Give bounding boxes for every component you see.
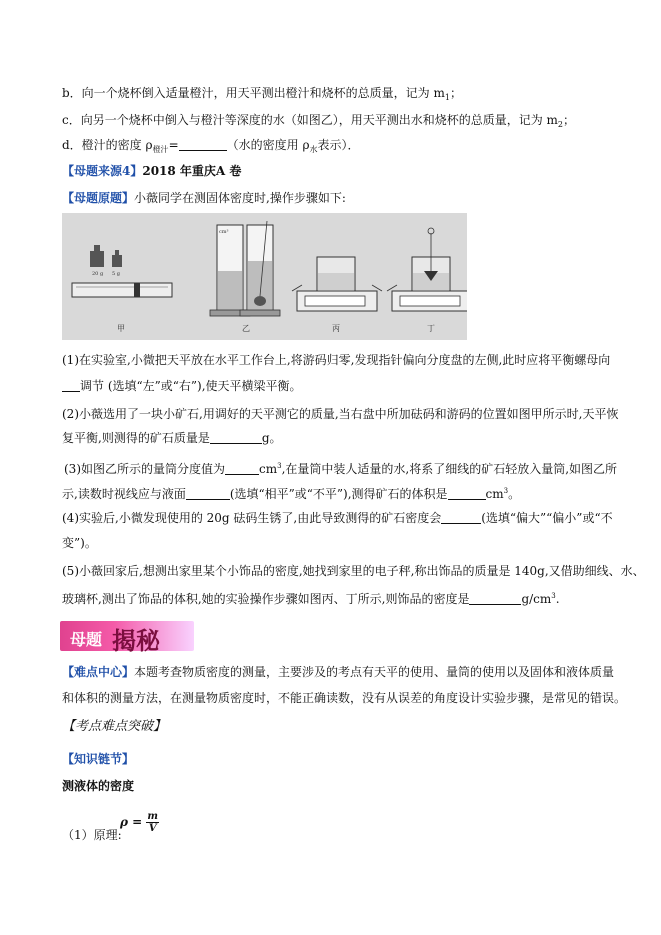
- knowledge-bracket: 【知识链节】: [62, 752, 135, 766]
- breakthrough-heading: 【考点难点突破】: [62, 719, 167, 734]
- q5-unit-sup: 3: [551, 592, 556, 600]
- step-d: [62, 136, 360, 159]
- difficulty-bracket: 【难点中心】: [62, 665, 135, 679]
- formula-denominator: V: [148, 823, 157, 834]
- experiment-illustration: [62, 213, 467, 340]
- q3-text: (3)如图乙所示的量筒分度值为: [64, 462, 225, 476]
- difficulty-line1: [62, 663, 614, 681]
- step-d-text: d．橙汁的密度 ρ: [62, 138, 153, 152]
- q2-line2-text: 复平衡,则测得的矿石质量是: [62, 431, 210, 445]
- q3-blank-division[interactable]: [225, 462, 259, 475]
- q5-line2: [62, 587, 560, 608]
- q2-unit: g。: [261, 431, 282, 445]
- step-c-sub: 2: [557, 120, 564, 129]
- step-d-eq: =: [168, 138, 179, 152]
- q4-options: (选填“偏大”“偏小”或“不: [481, 511, 613, 525]
- q3-unit2-sup: 3: [503, 487, 509, 495]
- q5-line1: (5)小薇回家后,想测出家里某个小饰品的密度,她找到家里的电子秤,称出饰品的质量是 140g,又借助细线、水、: [62, 564, 645, 578]
- cylinder-with-stone: [240, 221, 280, 316]
- q1-line2-text: 调节 (选填“左”或“右”),使天平横梁平衡。: [80, 379, 302, 393]
- formula-rho: ρ: [120, 815, 128, 829]
- q3-unit1-sup: 3: [277, 462, 282, 470]
- weights-group: [90, 245, 122, 277]
- source-bracket: 【母题来源4】: [62, 164, 143, 178]
- step-d-sub: 橙汁: [152, 145, 169, 154]
- step-c: [62, 111, 575, 134]
- figure-label-yi: 乙: [242, 324, 250, 333]
- step-b: [62, 84, 462, 107]
- step-b-end: ；: [449, 86, 462, 100]
- q3-line2-text: 示,读数时视线应与液面: [62, 487, 186, 501]
- formula-fraction: [146, 811, 159, 834]
- source-heading: [62, 162, 241, 180]
- step-b-sub: 1: [444, 93, 450, 102]
- rider: [134, 283, 140, 297]
- question-text: 小薇同学在测固体密度时,操作步骤如下:: [134, 191, 346, 205]
- secret-banner: [60, 621, 194, 655]
- source-text: 2018 年重庆A 卷: [142, 164, 242, 178]
- banner-big-text: 揭秘: [112, 627, 160, 655]
- figure-label-bing: 丙: [332, 324, 340, 333]
- q2-line1: (2)小薇选用了一块小矿石,用调好的天平测它的质量,当右盘中所加砝码和游码的位置如图甲所示时,天平恢: [62, 407, 619, 421]
- q2-line2: [62, 429, 282, 447]
- step-b-text: b．向一个烧杯倒入适量橙汁，用天平测出橙汁和烧杯的总质量，记为 m: [62, 86, 445, 100]
- weight-20g-knob: [94, 245, 100, 251]
- cylinder-unit: cm³: [219, 229, 229, 235]
- question-bracket: 【母题原题】: [62, 191, 135, 205]
- q1-line1: (1)在实验室,小微把天平放在水平工作台上,将游码归零,发现指针偏向分度盘的左侧,此时应将平衡螺母向: [62, 353, 611, 367]
- q4-text: (4)实验后,小微发现使用的 20g 砝码生锈了,由此导致测得的矿石密度会: [62, 511, 442, 525]
- knowledge-heading: [62, 750, 134, 768]
- principle-label: （1）原理:: [62, 828, 122, 842]
- scale-beam: [72, 283, 172, 297]
- formula-numerator: m: [147, 811, 159, 822]
- weight-5g-label: 5 g: [112, 271, 120, 277]
- difficulty-text: 本题考查物质密度的测量，主要涉及的考点有天平的使用、量筒的使用以及固体和液体质量: [134, 665, 615, 679]
- q4-line1: [62, 509, 613, 527]
- stone: [254, 296, 266, 306]
- step-d-note: （水的密度用 ρ: [226, 138, 310, 152]
- weight-20g: [90, 251, 104, 267]
- q5-unit: g/cm: [521, 592, 552, 606]
- q3-line1: [64, 457, 617, 478]
- q1-blank[interactable]: [62, 379, 80, 392]
- q3-mid: ,在量筒中装人适量的水,将系了细线的矿石轻放入量筒,如图乙所: [281, 462, 618, 476]
- figure-label-jia: 甲: [117, 324, 125, 333]
- banner-small-text: 母题: [70, 630, 103, 649]
- figure-label-ding: 丁: [427, 324, 435, 333]
- subheading: 测液体的密度: [62, 779, 135, 793]
- step-c-end: ；: [563, 113, 576, 127]
- q4-line2: 变”)。: [62, 536, 97, 550]
- q3-blank-sight[interactable]: [186, 487, 230, 500]
- q5-blank[interactable]: [469, 592, 521, 605]
- scale-ding: [387, 228, 467, 311]
- weight-5g: [112, 255, 122, 267]
- step-d-end: 表示）．: [317, 138, 360, 152]
- answer-blank[interactable]: [179, 138, 227, 151]
- formula-eq: =: [132, 815, 143, 829]
- q1-line2: [62, 377, 302, 395]
- q5-line2-text: 玻璃杯,测出了饰品的体积,她的实验操作步骤如图丙、丁所示,则饰品的密度是: [62, 592, 470, 606]
- step-d-sub2: 水: [309, 145, 318, 154]
- q5-end: .: [555, 592, 560, 606]
- step-c-text: c．向另一个烧杯中倒入与橙汁等深度的水（如图乙），用天平测出水和烧杯的总质量，记为 m: [62, 113, 558, 127]
- question-intro: [62, 189, 346, 207]
- q3-unit2: cm: [485, 487, 504, 501]
- density-formula: [120, 811, 159, 834]
- q4-blank[interactable]: [441, 511, 481, 524]
- q3-line2: [62, 482, 520, 503]
- q2-blank[interactable]: [210, 431, 262, 444]
- q3-end: 。: [508, 487, 521, 501]
- experiment-figure: [62, 213, 467, 340]
- q3-blank-volume[interactable]: [448, 487, 486, 500]
- weight-20g-label: 20 g: [92, 271, 104, 277]
- difficulty-line2: 和体积的测量方法，在测量物质密度时，不能正确读数，没有从误差的角度设计实验步骤，是常见的错误。: [62, 691, 627, 705]
- cylinder-empty: [210, 225, 250, 316]
- scale-bing: [292, 257, 382, 311]
- weight-5g-knob: [115, 250, 119, 255]
- q3-unit1: cm: [259, 462, 278, 476]
- q3-line2-mid: (选填“相平”或“不平”),测得矿石的体积是: [229, 487, 448, 501]
